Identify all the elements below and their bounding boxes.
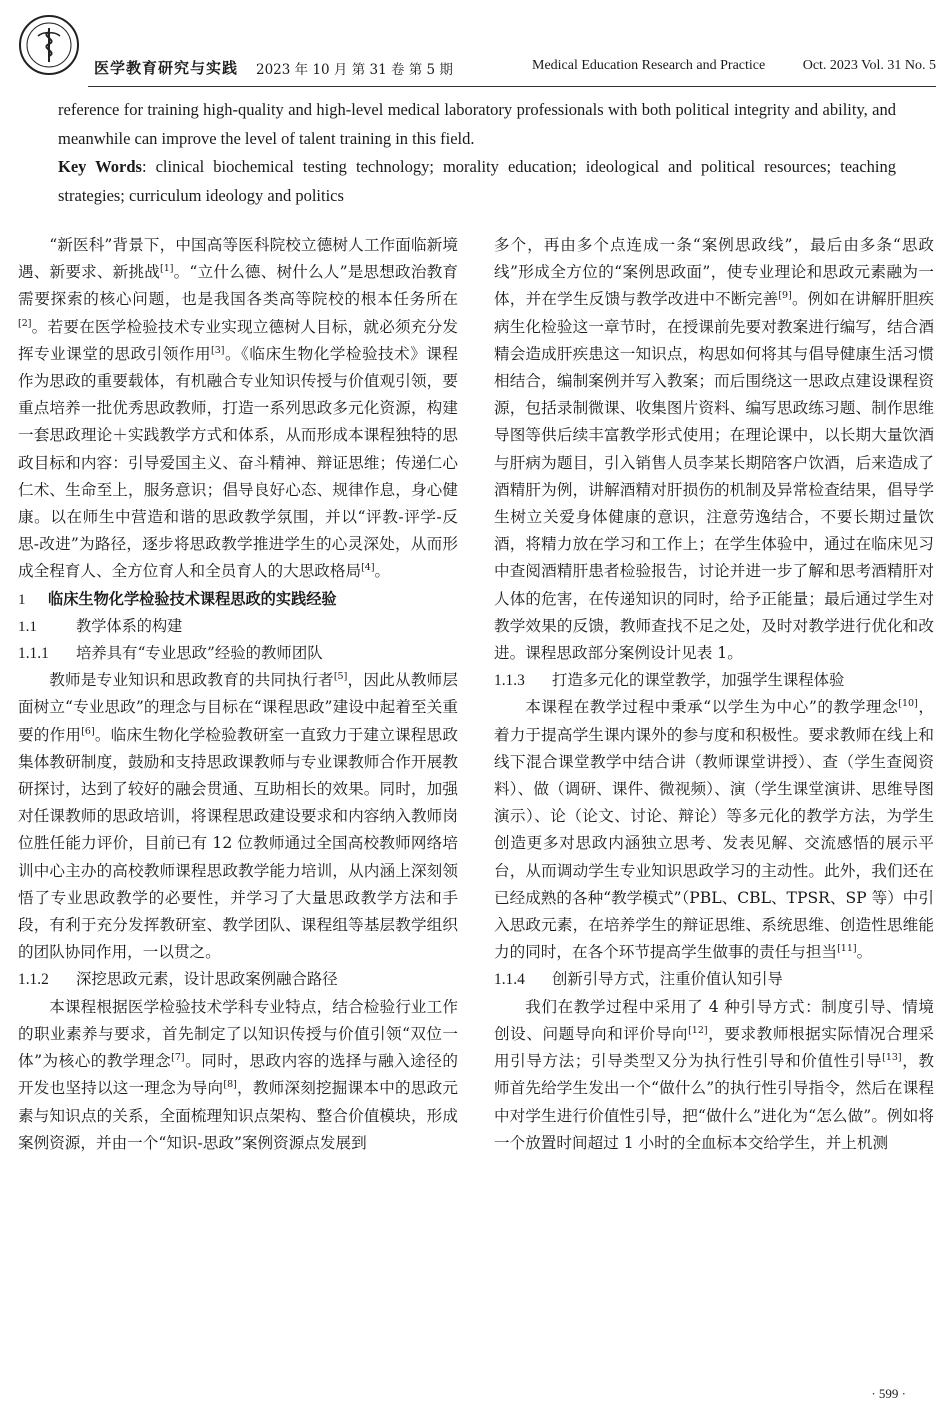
running-header — [18, 14, 936, 86]
subsection-heading-1-1-2 — [18, 966, 458, 993]
abstract-continued: reference for training high-quality and high-level medical laboratory professionals with both political integrity and ability, and meanwhile can improve the level of talent training in this field. — [58, 100, 896, 148]
subsection-heading-1-1-4 — [494, 966, 934, 993]
citation-ref: [9] — [778, 290, 792, 302]
text-run: 。 — [374, 562, 391, 581]
text-run: 。《临床生物化学检验技术》课程作为思政的重要载体，有机融合专业知识传授与价值观引领，要重点培养一批优秀思政教师，打造一系列思政多元化资源，构建一套思政理论＋实践教学方式和体系，从而形成本课程独特的思政目标和内容：引导爱国主义、奋斗精神、辩证思维；传递仁心仁术、生命至上，服务意识；倡导良好心态、规律作息，身心健康。以在师生中营造和谐的思政教学氛围，并以“评教-评学-反思-改进”为路径，逐步将思政教学推进学生的心灵深处，从而形成全程育人、全方位育人和全员育人的大思政格局 — [18, 344, 458, 581]
citation-ref: [3] — [211, 344, 225, 356]
subsection-heading-1-1 — [18, 613, 458, 640]
body-paragraph — [18, 994, 458, 1157]
intro-paragraph — [18, 232, 458, 586]
section-number: 1.1.3 — [494, 672, 525, 690]
text-run: 本课程在教学过程中秉承“以学生为中心”的教学理念 — [525, 698, 899, 717]
text-run: 。“立什么德、树什么人”是思想政治教育需要探索的核心问题，也是我国各类高等院校的根本任务所在 — [18, 263, 458, 309]
text-run: ，教师深刻挖掘课本中的思政元素与知识点的关系，全面梳理知识点架构、整合价值模块，形成案例资源，并由一个“知识-思政”案例资源点发展到 — [18, 1079, 458, 1152]
text-run: “新医科”背景下，中国高等医科院校立德树人工作面临新境遇、新要求、新挑战 — [18, 236, 458, 282]
text-run: 我们在教学过程中采用了 4 种引导方式：制度引导、情境创设、问题导向和评价导向 — [494, 997, 934, 1043]
citation-ref: [12] — [688, 1024, 708, 1036]
keywords-text: : clinical biochemical testing technology; morality education; ideological and political resources; teaching strategies; curriculum ideology and politics — [58, 157, 896, 205]
section-title: 深挖思政元素，设计思政案例融合路径 — [76, 970, 338, 989]
text-run: 。同时，思政内容的选择与融入途径的开发也坚持以这一理念为导向 — [18, 1052, 458, 1098]
body-paragraph — [494, 232, 934, 667]
citation-ref: [2] — [18, 317, 32, 329]
journal-seal-icon — [18, 14, 80, 76]
header-rule — [88, 86, 936, 87]
body-paragraph — [18, 667, 458, 966]
citation-ref: [5] — [333, 671, 348, 683]
section-title: 临床生物化学检验技术课程思政的实践经验 — [48, 589, 337, 608]
citation-ref: [7] — [171, 1052, 185, 1064]
page-number: · 599 · — [871, 1386, 906, 1401]
subsection-heading-1-1-1 — [18, 640, 458, 667]
text-run: 。例如在讲解肝胆疾病生化检验这一章节时，在授课前先要对教案进行编写，结合酒精会造成肝疾患这一知识点，构思如何将其与倡导健康生活习惯相结合，编制案例并写入教案；而后围绕这一思政点建设课程资源，包括录制微课、收集图片资料、编写思政练习题、制作思维导图等供后续丰富教学形式使用；在理论课中，以长期大量饮酒与肝病为题目，引入销售人员李某长期陪客户饮酒，后来造成了酒精肝为例，讲解酒精对肝损伤的机制及异常检查结果，倡导学生树立关爱身体健康的意识，注意劳逸结合，不要长期过量饮酒，将精力放在学习和工作上；在学生体验中，通过在临床见习中查阅酒精肝患者检验报告，讨论并进一步了解和思考酒精肝对人体的危害，在传递知识的同时，给予正能量；最后通过学生对教学效果的反馈，教师查找不足之处，及时对教学进行优化和改进。课程思政部分案例设计见表 1。 — [494, 290, 934, 663]
text-run: 教师是专业知识和思政教育的共同执行者 — [49, 671, 334, 690]
text-run: ，教师首先给学生发出一个“做什么”的执行性引导指令，然后在课程中对学生进行价值性引导，把“做什么”进化为“怎么做”。例如将一个放置时间超过 1 小时的全血标本交给学生，并上机测 — [494, 1052, 934, 1152]
section-title: 打造多元化的课堂教学，加强学生课程体验 — [552, 671, 845, 690]
section-number: 1.1.1 — [18, 645, 49, 663]
section-title: 创新引导方式，注重价值认知引导 — [552, 970, 783, 989]
right-column — [494, 232, 934, 1157]
body-paragraph — [494, 994, 934, 1157]
section-title: 教学体系的构建 — [76, 616, 183, 635]
section-heading-1 — [18, 586, 458, 613]
citation-ref: [1] — [160, 263, 174, 275]
english-abstract — [58, 96, 896, 210]
text-run: ，因此从教师层面树立“专业思政”的理念与目标在“课程思政”建设中起着至关重要的作用 — [18, 671, 458, 744]
keywords-label: Key Words — [58, 157, 142, 176]
text-run: 本课程根据医学检验技术学科专业特点，结合检验行业工作的职业素养与要求，首先制定了以知识传授与价值引领“双位一体”为核心的教学理念 — [18, 997, 458, 1071]
text-run: 多个，再由多个点连成一条“案例思政线”，最后由多条“思政线”形成全方位的“案例思政面”，使专业理论和思政元素融为一体，并在学生反馈与教学改进中不断完善 — [494, 236, 934, 309]
issue-info-en: Oct. 2023 Vol. 31 No. 5 — [802, 58, 936, 73]
citation-ref: [8] — [223, 1079, 237, 1091]
section-number: 1.1.2 — [18, 971, 49, 989]
citation-ref: [11] — [837, 943, 857, 955]
citation-ref: [13] — [882, 1052, 902, 1064]
section-number: 1.1 — [18, 617, 37, 635]
text-run: 。若要在医学检验技术专业实现立德树人目标，就必须充分发挥专业课堂的思政引领作用 — [18, 317, 458, 363]
text-run: 。 — [856, 943, 873, 962]
text-run: ，着力于提高学生课内课外的参与度和积极性。要求教师在线上和线下混合课堂教学中结合讲（教师课堂讲授）、查（学生查阅资料）、做（调研、课件、微视频）、演（学生课堂演讲、思维导图演示）、论（论文、讨论、辩论）等多元化的教学方法，为学生创造更多对思政内涵独立思考、发表见解、交流感悟的展示平台，从而调动学生专业知识思政学习的主动性。此外，我们还在已经成熟的各种“教学模式”（PBL、CBL、TPSR、SP 等）中引入思政元素，在培养学生的辩证思维、系统思维、创造性思维能力的同时，在各个环节提高学生做事的责任与担当 — [494, 698, 934, 962]
body-paragraph — [494, 694, 934, 966]
subsection-heading-1-1-3 — [494, 667, 934, 694]
journal-title-en: Medical Education Research and Practice — [532, 58, 766, 73]
citation-ref: [4] — [361, 562, 375, 574]
journal-title-cn: 医学教育研究与实践 — [94, 59, 239, 77]
section-number: 1 — [18, 590, 26, 608]
section-title: 培养具有“专业思政”经验的教师团队 — [76, 644, 323, 663]
section-number: 1.1.4 — [494, 971, 525, 989]
citation-ref: [10] — [898, 698, 918, 710]
left-column — [18, 232, 458, 1157]
keywords-line — [58, 153, 896, 210]
issue-info-cn: 2023 年 10 月 第 31 卷 第 5 期 — [256, 62, 453, 78]
text-run: 。临床生物化学检验教研室一直致力于建立课程思政集体教研制度，鼓励和支持思政课教师与专业课教师合作开展教研探讨，达到了较好的融会贯通、互助相长的效果。同时，加强对任课教师的思政培训，将课程思政建设要求和内容纳入教师岗位胜任能力评价，目前已有 12 位教师通过全国高校教师网络培训中心主办的高校教师课程思政教学能力培训，从内涵上深刻领悟了专业思政教学的必要性，并学习了大量思政教学方法和手段，有利于充分发挥教研室、教学团队、课程组等基层教学组织的团队协同作用，一以贯之。 — [18, 725, 458, 962]
citation-ref: [6] — [81, 725, 95, 737]
text-run: ，要求教师根据实际情况合理采用引导方法；引导类型又分为执行性引导和价值性引导 — [494, 1024, 934, 1071]
